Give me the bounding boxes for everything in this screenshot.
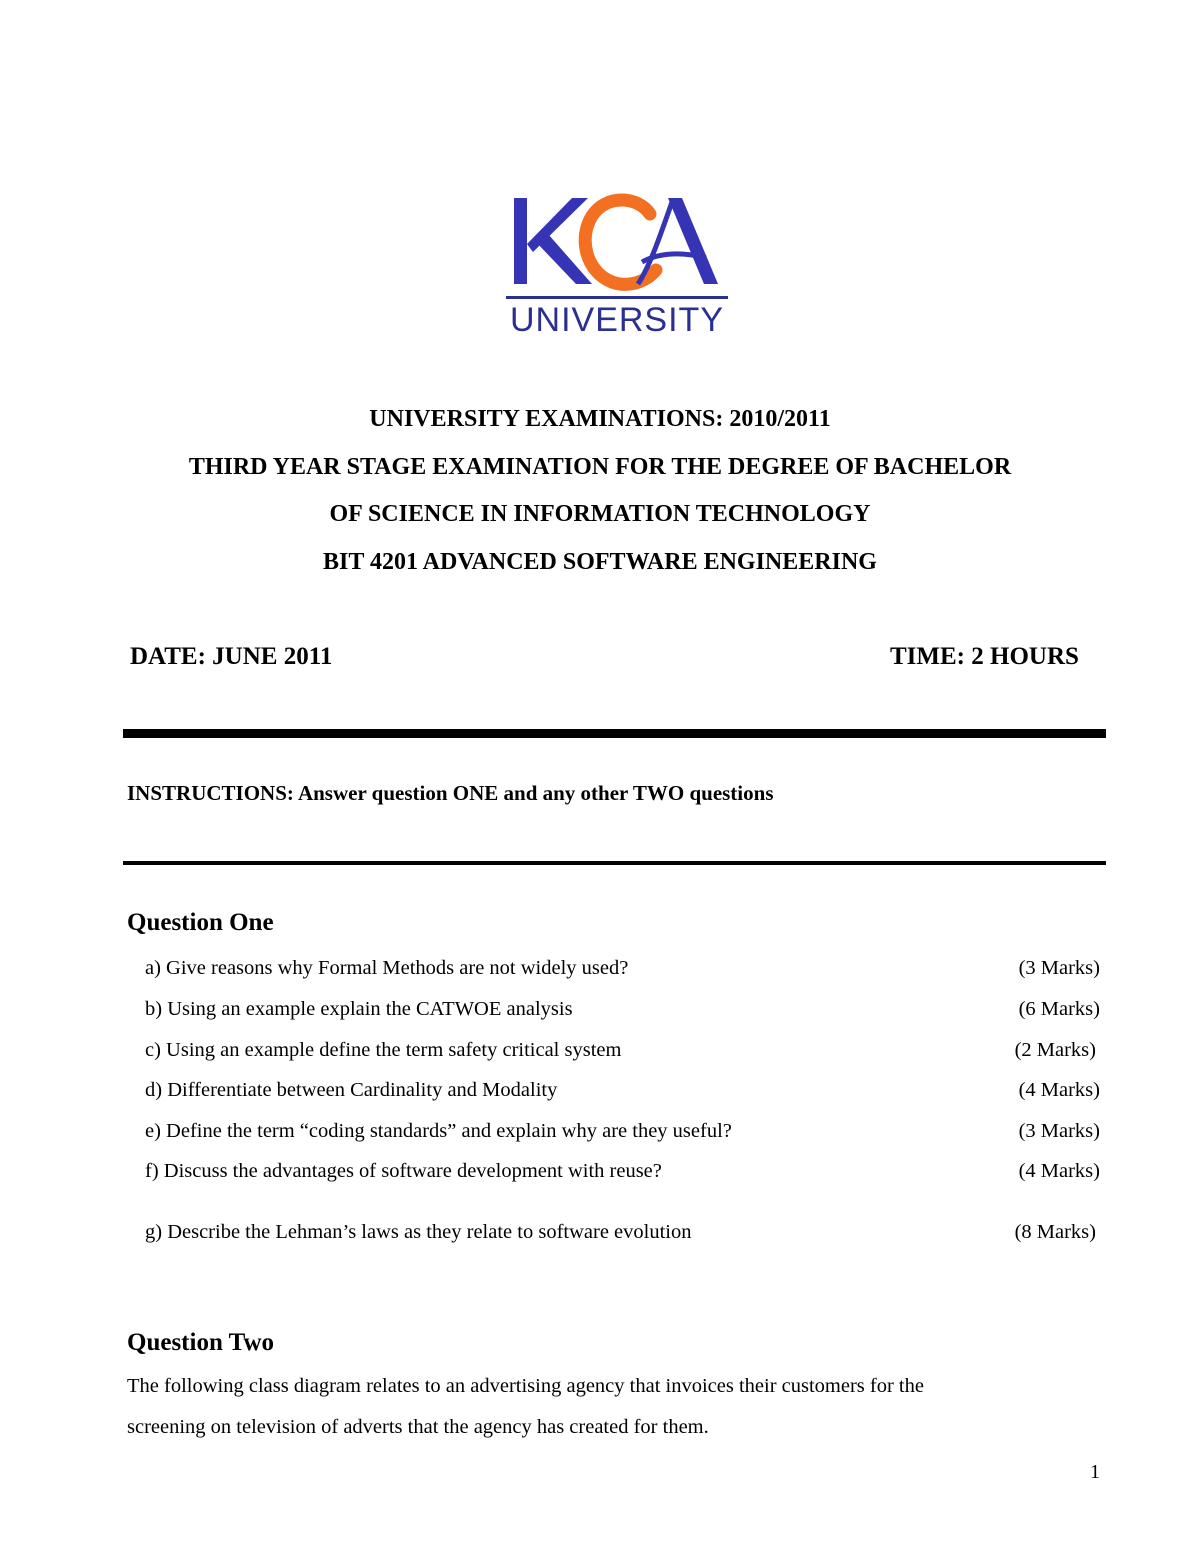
thin-divider <box>123 861 1106 865</box>
question-text: f) Discuss the advantages of software development with reuse? <box>145 1160 662 1182</box>
question-item <box>145 1077 1100 1103</box>
question-item <box>145 1219 1100 1245</box>
exam-title-line-3: OF SCIENCE IN INFORMATION TECHNOLOGY <box>329 501 871 527</box>
question-two-paragraph-line-1: The following class diagram relates to an advertising agency that invoices their customers for the <box>127 1375 924 1397</box>
page-number: 1 <box>1090 1461 1100 1483</box>
question-marks: (6 Marks) <box>1018 998 1100 1020</box>
question-text: g) Describe the Lehman’s laws as they relate to software evolution <box>145 1221 692 1243</box>
question-text: b) Using an example explain the CATWOE analysis <box>145 998 573 1020</box>
thick-divider <box>123 729 1106 738</box>
kca-university-logo <box>500 186 736 344</box>
exam-time: TIME: 2 HOURS <box>890 643 1079 670</box>
question-two-heading: Question Two <box>127 1329 275 1356</box>
question-marks: (3 Marks) <box>1018 957 1100 979</box>
question-text: d) Differentiate between Cardinality and Modality <box>145 1079 558 1101</box>
instructions: INSTRUCTIONS: Answer question ONE and any other TWO questions <box>127 781 774 805</box>
question-item <box>145 996 1100 1022</box>
question-one-heading: Question One <box>127 909 274 936</box>
question-text: e) Define the term “coding standards” and explain why are they useful? <box>145 1120 732 1142</box>
question-item <box>145 1118 1100 1144</box>
question-marks: (3 Marks) <box>1018 1120 1100 1142</box>
question-marks: (2 Marks) <box>1014 1039 1096 1061</box>
question-item <box>145 955 1100 981</box>
question-marks: (4 Marks) <box>1018 1160 1100 1182</box>
question-marks: (4 Marks) <box>1018 1079 1100 1101</box>
exam-title-line-1: UNIVERSITY EXAMINATIONS: 2010/2011 <box>369 406 831 432</box>
question-item <box>145 1158 1100 1184</box>
question-marks: (8 Marks) <box>1014 1221 1096 1243</box>
logo-subtitle: UNIVERSITY <box>509 301 725 339</box>
logo-a-right-leg <box>668 198 718 284</box>
exam-title-line-2: THIRD YEAR STAGE EXAMINATION FOR THE DEGREE OF BACHELOR <box>188 454 1012 480</box>
question-text: c) Using an example define the term safety critical system <box>145 1039 622 1061</box>
question-item <box>145 1037 1100 1063</box>
kca-logo-graphic <box>500 186 736 344</box>
course-title: BIT 4201 ADVANCED SOFTWARE ENGINEERING <box>323 549 877 575</box>
question-text: a) Give reasons why Formal Methods are not widely used? <box>145 957 629 979</box>
logo-divider <box>506 296 728 299</box>
exam-date: DATE: JUNE 2011 <box>130 643 333 670</box>
logo-k-stem <box>514 198 527 284</box>
question-two-paragraph-line-2: screening on television of adverts that the agency has created for them. <box>127 1416 709 1438</box>
